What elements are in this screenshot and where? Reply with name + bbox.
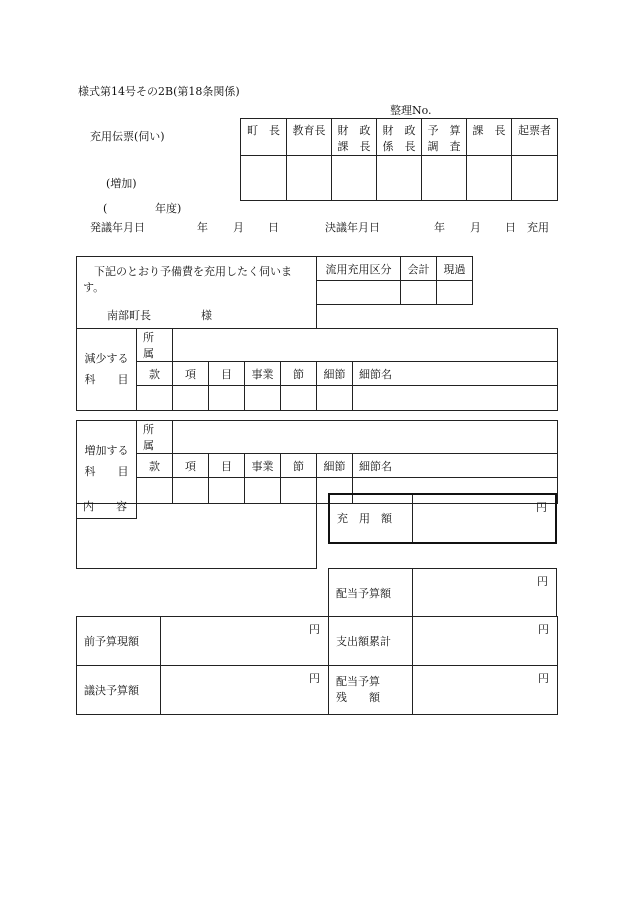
decrease-shozoku-label: 所 属 — [137, 329, 173, 362]
seiri-no-label: 整理No. — [390, 104, 432, 117]
ketsugi-nen: 年 — [434, 221, 445, 234]
approval-cho: 町 長 — [241, 119, 287, 156]
decrease-col-setsu: 節 — [281, 362, 317, 386]
increase-col-jigyo: 事業 — [245, 454, 281, 478]
approval-kacho: 課 長 — [467, 119, 512, 156]
decrease-col-saisetsumei: 細節名 — [353, 362, 558, 386]
increase-col-moku: 目 — [209, 454, 245, 478]
request-box — [76, 256, 317, 329]
decrease-field[interactable] — [137, 386, 173, 411]
haito-label: 配当予算額 — [336, 587, 391, 600]
genka-field[interactable] — [437, 281, 473, 305]
hatsugi-nen: 年 — [197, 221, 208, 234]
kaikei-field[interactable] — [401, 281, 437, 305]
approval-zaisei-kakaricho: 財 政 係 長 — [377, 119, 422, 156]
stamp-cell[interactable] — [377, 155, 422, 200]
shishutsu-field[interactable] — [413, 617, 558, 666]
slip-name: 充用伝票(伺い) — [90, 130, 165, 143]
decrease-col-jigyo: 事業 — [245, 362, 281, 386]
sama-label: 様 — [201, 309, 212, 322]
ketsugi-tsuki: 月 — [470, 221, 481, 234]
stamp-cell[interactable] — [512, 155, 558, 200]
juyo-amount-label: 充 用 額 — [337, 512, 392, 525]
yen-unit: 円 — [536, 501, 547, 514]
decrease-col-saisetsu: 細節 — [317, 362, 353, 386]
juyo-amount-box — [328, 493, 557, 544]
decrease-field[interactable] — [173, 386, 209, 411]
decrease-table — [76, 328, 558, 411]
increase-table — [76, 420, 558, 504]
approval-kyoikucho: 教育長 — [287, 119, 332, 156]
content-box[interactable] — [76, 493, 317, 569]
decrease-shozoku-field[interactable] — [173, 329, 558, 362]
nendo-label: 年度) — [155, 202, 182, 215]
request-text: 下記のとおり予備費を充用したく伺いま す。 — [83, 265, 292, 294]
kaikei-header: 会計 — [401, 257, 437, 281]
stamp-cell[interactable] — [287, 155, 332, 200]
naiyo-label: 内 容 — [83, 500, 127, 513]
zen-yosan-label: 前予算現額 — [77, 617, 161, 666]
decrease-col-kan: 款 — [137, 362, 173, 386]
decrease-col-moku: 目 — [209, 362, 245, 386]
juyo-amount-field[interactable] — [413, 495, 555, 542]
increase-label: 増加する 科 目 — [77, 421, 137, 504]
haito-row — [328, 568, 557, 617]
stamp-cell[interactable] — [467, 155, 512, 200]
stamp-cell[interactable] — [241, 155, 287, 200]
ryuyo-header: 流用充用区分 — [317, 257, 401, 281]
juyo-label: 充用 — [527, 221, 549, 234]
approval-kihyosha: 起票者 — [512, 119, 558, 156]
increase-col-saisetsumei: 細節名 — [353, 454, 558, 478]
approval-yosan-chosa: 予 算 調 査 — [422, 119, 467, 156]
decrease-field[interactable] — [317, 386, 353, 411]
nendo-open: ( — [103, 202, 108, 215]
ketsugi-label: 決議年月日 — [325, 221, 380, 234]
stamp-cell[interactable] — [332, 155, 377, 200]
shishutsu-label: 支出額累計 — [329, 617, 413, 666]
amount-table — [76, 616, 558, 715]
increase-shozoku-label: 所 属 — [137, 421, 173, 454]
category-table — [316, 256, 473, 305]
approval-zaisei-kacho: 財 政 課 長 — [332, 119, 377, 156]
haito-label-cell — [329, 569, 413, 617]
yen-unit: 円 — [537, 575, 548, 588]
haito-zan-label: 配当予算 残 額 — [329, 666, 413, 715]
haito-field[interactable] — [413, 569, 556, 617]
decrease-col-ko: 項 — [173, 362, 209, 386]
yen-unit: 円 — [538, 672, 549, 685]
juyo-label-cell — [330, 495, 413, 542]
increase-col-kan: 款 — [137, 454, 173, 478]
yen-unit: 円 — [309, 672, 320, 685]
decrease-field[interactable] — [353, 386, 558, 411]
stamp-cell[interactable] — [422, 155, 467, 200]
gikketsu-field[interactable] — [161, 666, 329, 715]
decrease-field[interactable] — [245, 386, 281, 411]
haito-zan-field[interactable] — [413, 666, 558, 715]
yen-unit: 円 — [538, 623, 549, 636]
addressee: 南部町長 — [107, 309, 151, 322]
hatsugi-tsuki: 月 — [233, 221, 244, 234]
ryuyo-field[interactable] — [317, 281, 401, 305]
naiyo-cell — [76, 493, 137, 519]
yen-unit: 円 — [309, 623, 320, 636]
genka-header: 現過 — [437, 257, 473, 281]
zoka-label: (増加) — [106, 177, 137, 190]
increase-col-setsu: 節 — [281, 454, 317, 478]
gikketsu-label: 議決予算額 — [77, 666, 161, 715]
decrease-label: 減少する 科 目 — [77, 329, 137, 411]
form-title: 様式第14号その2B(第18条関係) — [78, 85, 240, 98]
increase-col-ko: 項 — [173, 454, 209, 478]
ketsugi-hi: 日 — [505, 221, 516, 234]
zen-yosan-field[interactable] — [161, 617, 329, 666]
increase-col-saisetsu: 細節 — [317, 454, 353, 478]
increase-shozoku-field[interactable] — [173, 421, 558, 454]
decrease-field[interactable] — [209, 386, 245, 411]
approval-table — [240, 118, 558, 201]
hatsugi-hi: 日 — [268, 221, 279, 234]
decrease-field[interactable] — [281, 386, 317, 411]
hatsugi-label: 発議年月日 — [90, 221, 145, 234]
